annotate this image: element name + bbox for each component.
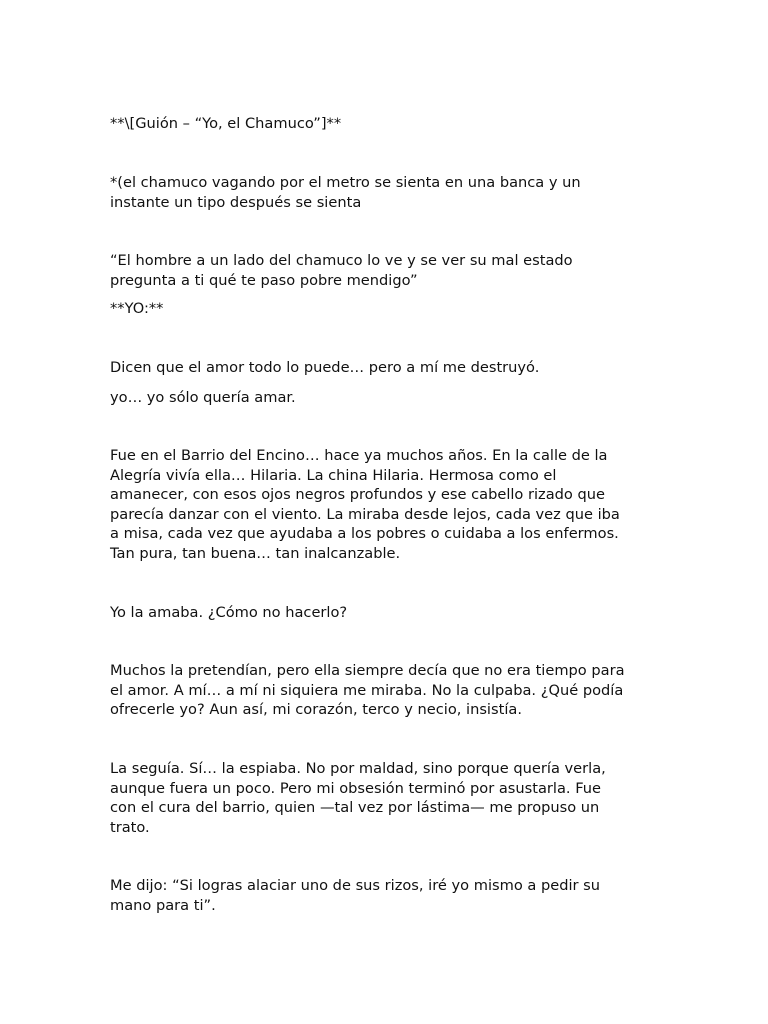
script-title: **\[Guión – “Yo, el Chamuco”]** — [110, 115, 342, 132]
monologue-paragraph: Me dijo: “Si logras alaciar uno de sus rizos, iré yo mismo a pedir su mano para ti”. — [110, 877, 601, 914]
monologue-paragraph: Muchos la pretendían, pero ella siempre decía que no era tiempo para el amor. A mí… a mí ni siquiera me miraba. No la culpaba. ¿Qué podía ofrecerle yo? Aun así, mi corazón, terco y necio, insistía. — [110, 662, 625, 718]
monologue-paragraph: Fue en el Barrio del Encino… hace ya muchos años. En la calle de la Alegría vivía ella… Hilaria. La china Hilaria. Hermosa como el amanecer, con esos ojos negros profundos y ese cabello rizado que parecía danzar con el viento. La miraba desde lejos, cada vez que iba a misa, cada vez que ayudaba a los pobres o cuidaba a los enfermos. Tan pura, tan buena… tan inalcanzable. — [110, 447, 620, 562]
narration-paragraph: “El hombre a un lado del chamuco lo ve y se ver su mal estado pregunta a ti qué te paso pobre mendigo” — [110, 252, 573, 289]
monologue-paragraph: Yo la amaba. ¿Cómo no hacerlo? — [110, 604, 348, 621]
monologue-paragraph: yo… yo sólo quería amar. — [110, 389, 296, 406]
speaker-label: **YO:** — [110, 300, 164, 317]
stage-direction: *(el chamuco vagando por el metro se sienta en una banca y un instante un tipo después se sienta — [110, 174, 581, 211]
monologue-paragraph: La seguía. Sí… la espiaba. No por maldad, sino porque quería verla, aunque fuera un poco. Pero mi obsesión terminó por asustarla. Fue con el cura del barrio, quien —tal vez por lástima— me propuso un trato. — [110, 760, 606, 836]
monologue-paragraph: Dicen que el amor todo lo puede… pero a mí me destruyó. — [110, 359, 540, 376]
